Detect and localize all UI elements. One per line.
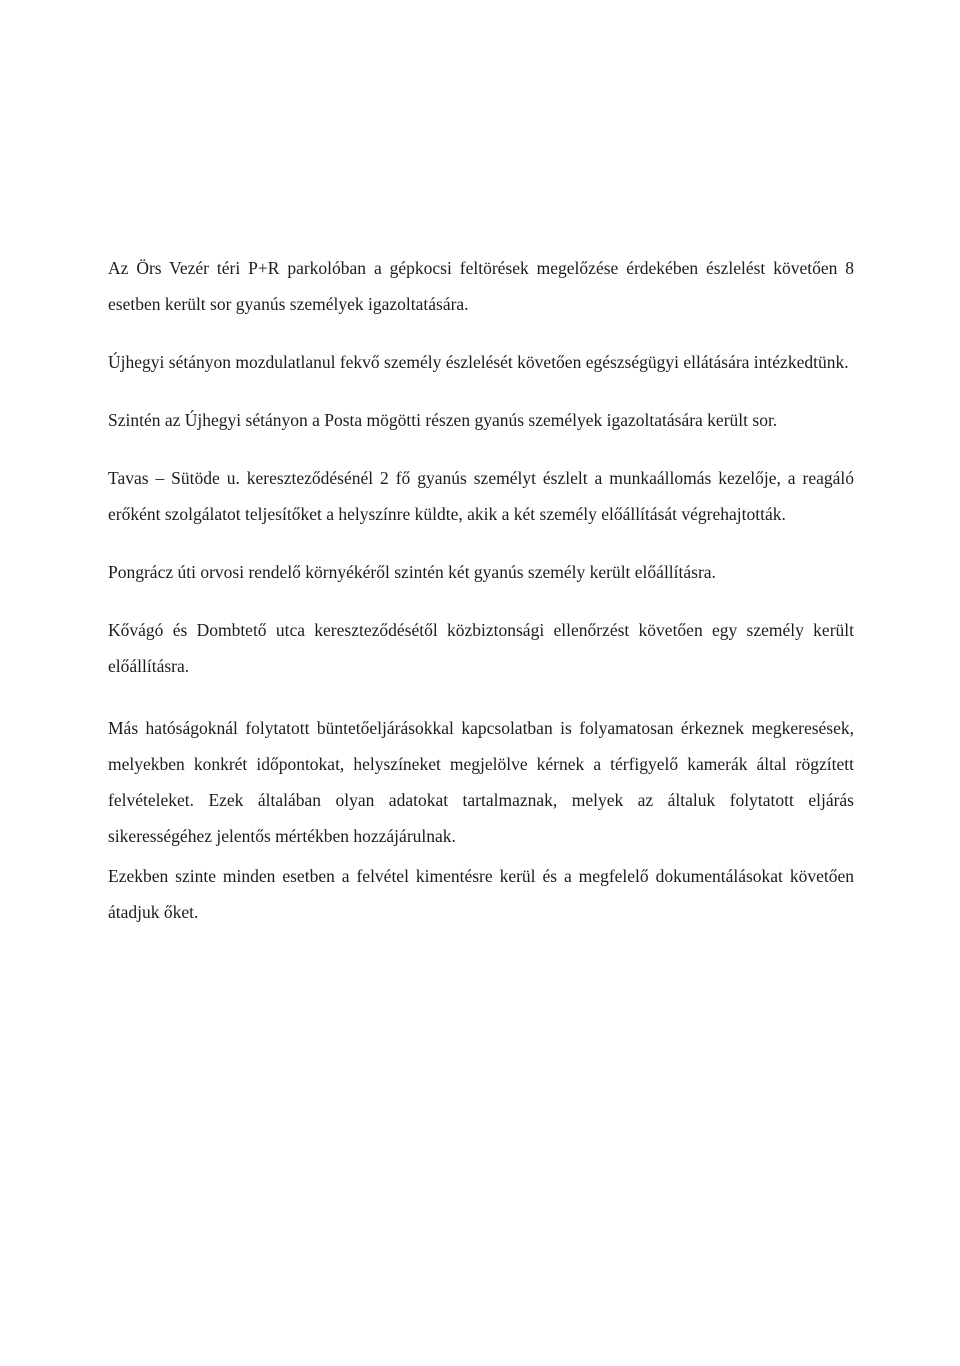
paragraph-kovago-dombteto: Kővágó és Dombtető utca kereszteződésétől közbiztonsági ellenőrzést követően egy személy került előállításra. (108, 620, 854, 676)
paragraph-pongracz: Pongrácz úti orvosi rendelő környékéről szintén két gyanús személy került előállításra. (108, 562, 716, 582)
paragraph-footage-handover: Ezekben szinte minden esetben a felvétel kimentésre kerül és a megfelelő dokumentálásokat követően átadjuk őket. (108, 866, 854, 922)
document-body (108, 250, 854, 930)
paragraph-p-r-parking: Az Örs Vezér téri P+R parkolóban a gépkocsi feltörések megelőzése érdekében észlelést követően 8 esetben került sor gyanús személyek igazoltatására. (108, 258, 854, 314)
paragraph-authorities-requests: Más hatóságoknál folytatott büntetőeljárásokkal kapcsolatban is folyamatosan érkeznek megkeresések, melyekben konkrét időpontokat, helyszíneket megjelölve kérnek a térfigyelő kamerák által rögzített felvételeket. Ezek általában olyan adatokat tartalmaznak, melyek az általuk folytatott eljárás sikerességéhez jelentős mértékben hozzájárulnak. (108, 718, 854, 846)
paragraph-posta: Szintén az Újhegyi sétányon a Posta mögötti részen gyanús személyek igazoltatására került sor. (108, 410, 778, 430)
paragraph-tavas-sutode: Tavas – Sütöde u. kereszteződésénél 2 fő gyanús személyt észlelt a munkaállomás kezelője, a reagáló erőként szolgálatot teljesítőket a helyszínre küldte, akik a két személy előállítását végrehajtották. (108, 468, 854, 524)
paragraph-ujhegyi-person: Újhegyi sétányon mozdulatlanul fekvő személy észlelését követően egészségügyi ellátására intézkedtünk. (108, 352, 849, 372)
